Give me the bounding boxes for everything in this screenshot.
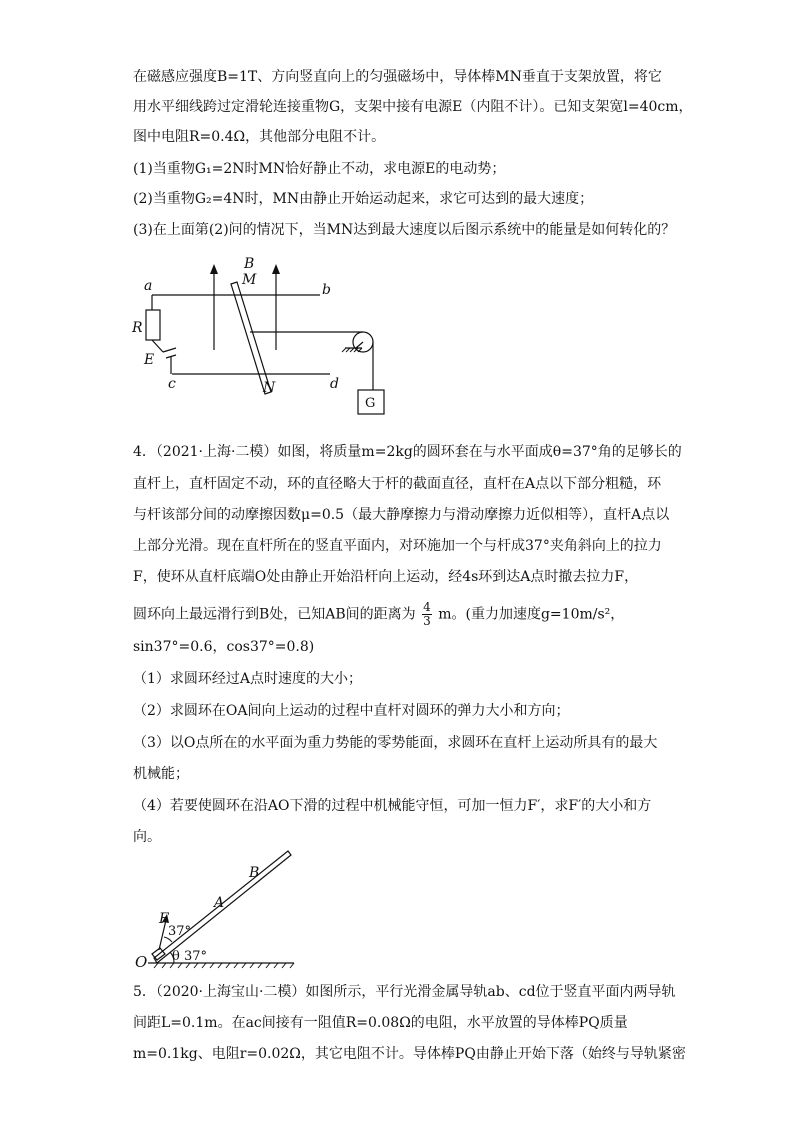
rod-mn (231, 282, 271, 394)
problem3-intro-line-3: 图中电阻R=0.4Ω，其他部分电阻不计。 (133, 129, 386, 145)
problem4-line-3: 与杆该部分间的动摩擦因数μ=0.5（最大静摩擦力与滑动摩擦力近似相等），直杆A点以 (133, 507, 670, 523)
problem4-line-4: 上部分光滑。现在直杆所在的竖直平面内，对环施加一个与杆成37°夹角斜向上的拉力 (133, 538, 662, 554)
label-b-point: B (249, 865, 260, 881)
problem4-question-3-cont: 机械能； (133, 766, 189, 782)
fraction (422, 601, 432, 628)
label-g: G (365, 396, 376, 411)
resistor-r (146, 310, 160, 340)
label-a: a (144, 278, 153, 294)
label-a-point: A (214, 895, 225, 911)
problem3-question-3: (3)在上面第(2)问的情况下，当MN达到最大速度以后图示系统中的能量是如何转化的？ (133, 222, 676, 238)
problem5-line-2: 间距L=0.1m。在ac间接有一阻值R=0.08Ω的电阻，水平放置的导体棒PQ质量 (133, 1015, 628, 1031)
problem4-line-5: F，使环从直杆底端O处由静止开始沿杆向上运动，经4s环到达A点时撤去拉力F， (133, 569, 639, 585)
battery-long-plate (163, 348, 176, 352)
label-c: c (168, 376, 176, 392)
label-field-b: B (244, 256, 255, 272)
label-angle-f: 37° (168, 924, 192, 939)
incline-figure (128, 850, 308, 974)
problem4-question-4-cont: 向。 (133, 829, 161, 845)
problem4-line-2: 直杆上，直杆固定不动，环的直径略大于杆的截面直径，直杆在A点以下部分粗糙，环 (133, 476, 662, 492)
label-e: E (144, 352, 155, 368)
label-b: b (322, 282, 331, 298)
fraction-denominator: 3 (423, 614, 431, 628)
problem4-question-1: （1）求圆环经过A点时速度的大小； (133, 671, 363, 687)
field-arrow-2-head (272, 264, 280, 274)
field-arrow-1-head (210, 264, 218, 274)
problem3-question-1: (1)当重物G₁=2N时MN恰好静止不动，求电源E的电动势； (133, 161, 506, 177)
label-m: M (242, 272, 257, 288)
label-o: O (135, 953, 148, 971)
problem4-question-2: （2）求圆环在OA间向上运动的过程中直杆对圆环的弹力大小和方向； (133, 703, 570, 719)
circuit-figure (130, 252, 400, 424)
problem4-line-7: sin37°=0.6，cos37°=0.8) (133, 639, 315, 655)
problem4-line-6 (133, 601, 624, 628)
fraction-numerator: 4 (423, 600, 431, 614)
label-d: d (330, 376, 339, 392)
problem3-intro-line-2: 用水平细线跨过定滑轮连接重物G，支架中接有电源E（内阻不计）。已知支架宽l=40cm， (133, 99, 693, 115)
label-r: R (132, 320, 143, 336)
problem5-line-3: m=0.1kg、电阻r=0.02Ω，其它电阻不计。导体棒PQ由静止开始下落（始终与导轨紧密 (133, 1046, 686, 1062)
problem4-question-3: （3）以O点所在的水平面为重力势能的零势能面，求圆环在直杆上运动所具有的最大 (133, 735, 658, 751)
label-f: F (159, 911, 169, 927)
problem4-line-6-after: m。(重力加速度g=10m/s²， (438, 606, 625, 623)
label-angle-theta: θ 37° (172, 949, 208, 964)
problem5-line-1: 5．（2020·上海宝山·二模）如图所示，平行光滑金属导轨ab、cd位于竖直平面内两导轨 (133, 984, 676, 1000)
problem4-line-6-before: 圆环向上最远滑行到B处，已知AB间的距离为 (133, 606, 416, 623)
problem4-question-4: （4）若要使圆环在沿AO下滑的过程中机械能守恒，可加一恒力F′，求F′的大小和方 (133, 798, 652, 814)
label-n: N (263, 380, 276, 396)
problem3-question-2: (2)当重物G₂=4N时，MN由静止开始运动起来，求它可达到的最大速度； (133, 191, 594, 207)
problem3-intro-line-1: 在磁感应强度B=1T、方向竖直向上的匀强磁场中，导体棒MN垂直于支架放置，将它 (133, 69, 662, 85)
problem4-line-1: 4．（2021·上海·二模）如图，将质量m=2kg的圆环套在与水平面成θ=37°角的足够长的 (133, 444, 682, 460)
